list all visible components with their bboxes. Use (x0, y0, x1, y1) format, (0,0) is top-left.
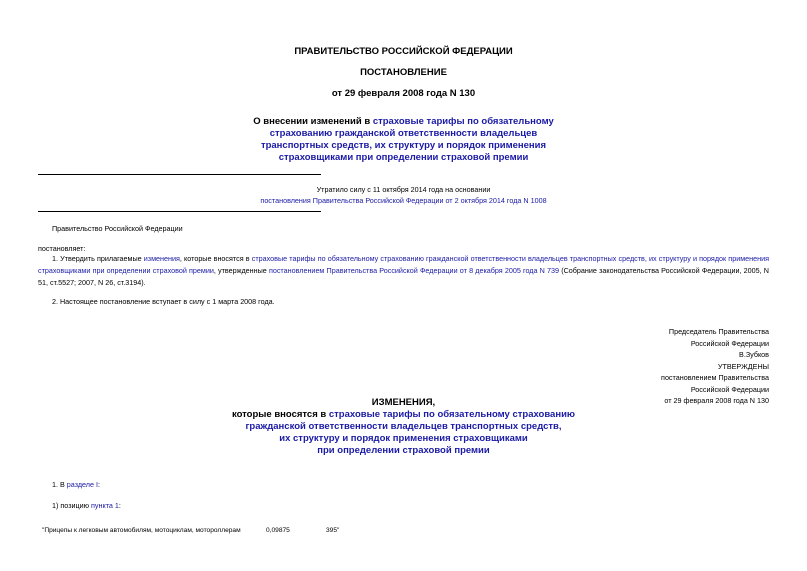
approved-line-2: постановлением Правительства (661, 373, 769, 382)
approved-line-1: УТВЕРЖДЕНЫ (717, 361, 769, 371)
table-cell-tariff: 395" (326, 527, 340, 534)
changes-link-4[interactable]: при определении страховой премии (317, 445, 490, 456)
paragraph-2: 2. Настоящее постановление вступает в силу с 1 марта 2008 года. (52, 297, 275, 306)
title-link-3[interactable]: транспортных средств, их структуру и порядок применения (260, 140, 547, 151)
p1-link-changes[interactable]: изменения (143, 254, 180, 263)
item-2-text: 1) позицию (52, 501, 92, 510)
approved-line-4: от 29 февраля 2008 года N 130 (664, 396, 769, 405)
item-1-link[interactable]: разделе I (66, 480, 98, 489)
item-2 (52, 500, 121, 512)
item-1 (52, 479, 100, 491)
table-cell-coefficient: 0,09875 (266, 527, 290, 534)
lost-force-note: Утратило силу с 11 октября 2014 года на основании (316, 185, 491, 194)
changes-link-3[interactable]: их структуру и порядок применения страховщиками (279, 433, 528, 444)
title-link-1[interactable]: страховые тарифы по обязательному (372, 116, 554, 127)
doc-type: ПОСТАНОВЛЕНИЕ (360, 67, 447, 78)
government-heading: ПРАВИТЕЛЬСТВО РОССИЙСКОЙ ФЕДЕРАЦИИ (294, 46, 513, 57)
divider-top (38, 174, 321, 175)
table-cell-description: "Прицепы к легковым автомобилям, мотоциклам, мотороллерам (42, 527, 241, 534)
p1-link-decree[interactable]: постановлением Правительства Российской Федерации от 8 декабря 2005 года N 739 (268, 266, 560, 275)
changes-link-2[interactable]: гражданской ответственности владельцев транспортных средств, (245, 421, 562, 432)
item-2-end: : (118, 501, 121, 510)
doc-title (0, 116, 807, 164)
gov-label: Правительство Российской Федерации (52, 224, 183, 233)
p1-text-3: , утвержденные (213, 266, 269, 275)
p1-text-4: (Собрание законодательства Российской Федерации, 2005, N 51, ст.5527; 2007, N 26, ст.3194). (38, 266, 769, 287)
signature-line-3: В.Зубков (739, 350, 769, 359)
item-1-end: : (98, 480, 100, 489)
item-2-link[interactable]: пункта 1 (91, 501, 119, 510)
item-1-text: 1. В (52, 480, 67, 489)
approved-line-3: Российской Федерации (690, 384, 769, 394)
doc-date-number: от 29 февраля 2008 года N 130 (331, 88, 476, 99)
p1-text-2: , которые вносятся в (179, 254, 252, 263)
p1-text-1: 1. Утвердить прилагаемые (52, 254, 144, 263)
lost-force-link[interactable]: постановления Правительства Российской Федерации от 2 октября 2014 года N 1008 (260, 196, 547, 205)
resolves-label: постановляет: (38, 244, 86, 253)
signature-block (661, 326, 769, 407)
title-link-4[interactable]: страховщиками при определении страховой премии (278, 152, 529, 163)
signature-line-1: Председатель Правительства (668, 327, 769, 336)
changes-heading: ИЗМЕНЕНИЯ, (371, 397, 436, 408)
changes-prefix: которые вносятся в (231, 409, 329, 420)
divider-bottom (38, 211, 321, 212)
title-prefix: О внесении изменений в (253, 116, 373, 127)
changes-link-1[interactable]: страховые тарифы по обязательному страхованию (328, 409, 576, 420)
p1-link-tariffs[interactable]: страховые тарифы по обязательному страхованию гражданской ответственности владельцев транспортных средств, их структуру и порядок применения страховщиками при определении страховой премии (38, 254, 769, 275)
changes-heading-block (0, 397, 807, 457)
title-link-2[interactable]: страхованию гражданской ответственности владельцев (269, 128, 538, 139)
signature-line-2: Российской Федерации (690, 338, 769, 348)
paragraph-1 (38, 253, 769, 289)
